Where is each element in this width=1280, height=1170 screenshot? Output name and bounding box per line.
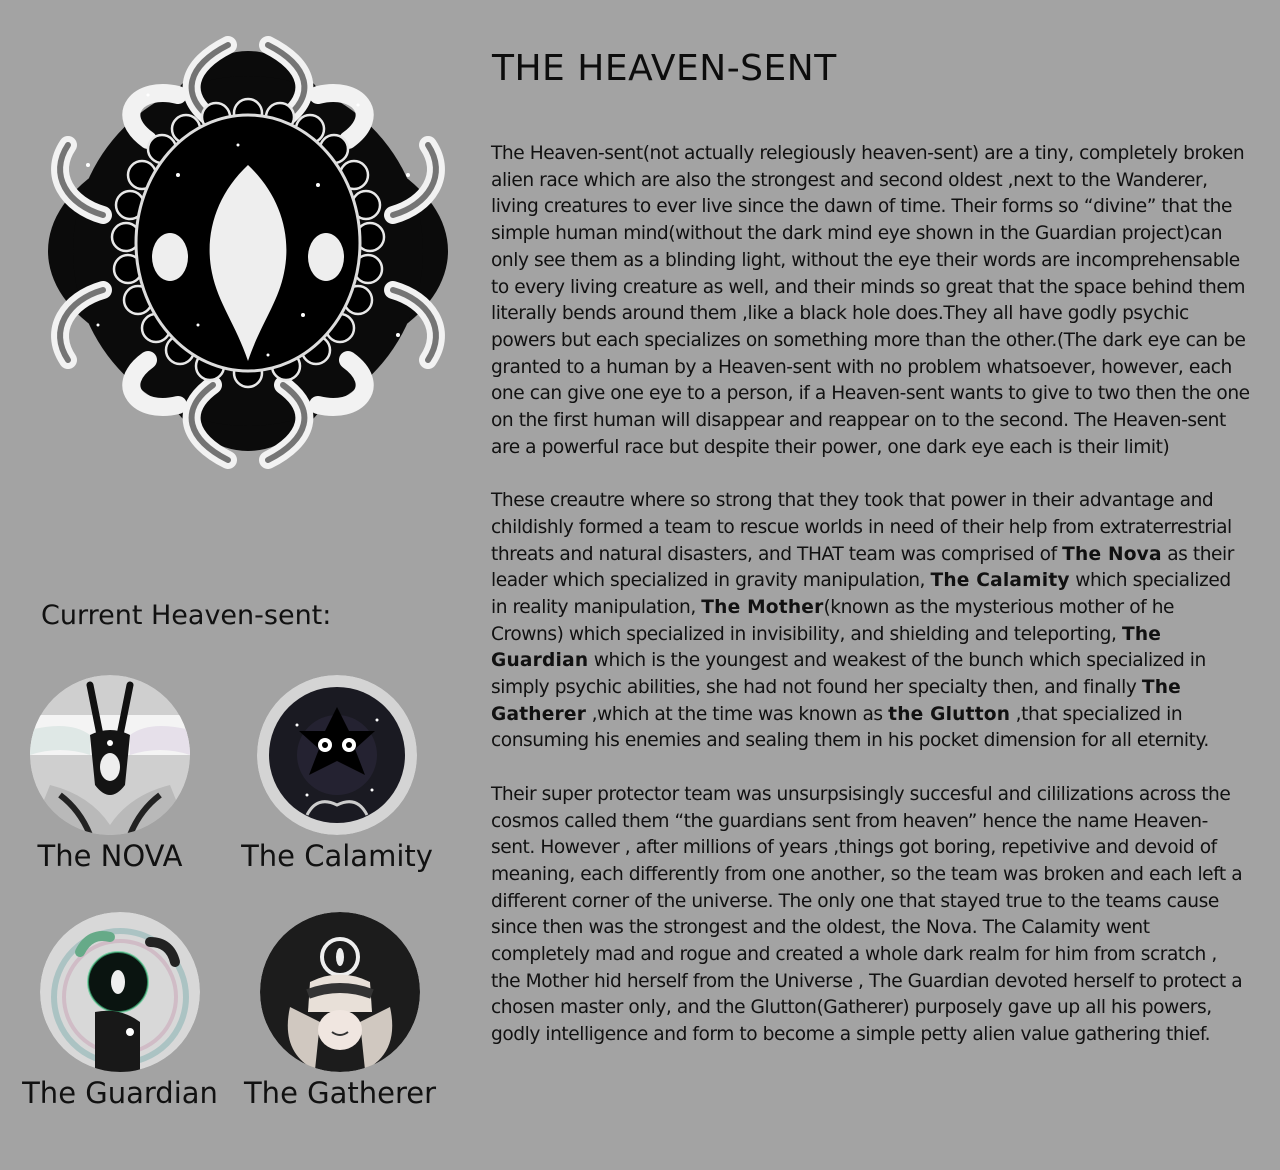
page-title: THE HEAVEN-SENT — [492, 48, 837, 89]
description — [491, 141, 1251, 1076]
name-the-calamity: The Calamity — [930, 570, 1070, 592]
name-the-glutton: the Glutton — [888, 703, 1011, 725]
member-nova — [0, 675, 225, 873]
member-name: The Gatherer — [243, 1076, 437, 1110]
nova-portrait — [30, 675, 190, 835]
member-name: The Guardian — [22, 1076, 218, 1110]
guardian-portrait — [40, 912, 200, 1072]
heaven-sent-emblem — [28, 25, 468, 475]
name-the-gatherer: The Gatherer — [491, 677, 1181, 725]
member-gatherer — [225, 912, 455, 1110]
calamity-portrait — [257, 675, 417, 835]
name-the-guardian: The Guardian — [491, 623, 1162, 672]
roster-title: Current Heaven-sent: — [41, 600, 332, 631]
paragraph-team: These creautre where so strong that they took that power in their advantage and childishly formed a team to rescue worlds in need of their help from extraterrestrial threats and natural disasters, and THAT team was comprised of The Nova as their leader which specialized in gravity manipulation, The Calamity which specialized in reality manipulation, The Mother(known as the mysterious mother of he Crowns) which specialized in invisibility, and shielding and teleporting, The Guardian which is the youngest and weakest of the bunch which specialized in simply psychic abilities, she had not found her specialty then, and finally The Gatherer ,which at the time was known as the Glutton ,that specialized in consuming his enemies and sealing them in his pocket dimension for all eternity. — [491, 490, 1234, 752]
left-cheek-eye — [152, 233, 188, 281]
name-the-nova: The Nova — [1062, 543, 1162, 565]
member-guardian — [5, 912, 235, 1110]
member-name: The NOVA — [37, 839, 183, 873]
name-the-mother: The Mother — [701, 596, 824, 618]
right-cheek-eye — [308, 233, 344, 281]
paragraph-origin: The Heaven-sent(not actually relegiously heaven-sent) are a tiny, completely broken alien race which are also the strongest and second oldest ,next to the Wanderer, living creatures to ever live since the dawn of time. Their forms so “divine” that the simple human mind(without the dark mind eye shown in the Guardian project)can only see them as a blinding light, without the eye their words are incomprehensable to every living creature as well, and their minds so great that the space behind them literally bends around them ,like a black hole does.They all have godly psychic powers but each specializes on something more than the other.(The dark eye can be granted to a human by a Heaven-sent with no problem whatsoever, however, each one can give one eye to a person, if a Heaven-sent wants to give to two then the one on the first human will disappear and reappear on to the second. The Heaven-sent are a powerful race but despite their power, one dark eye each is their limit) — [491, 143, 1250, 458]
paragraph-history: Their super protector team was unsurpsisingly succesful and cililizations across the cosmos called them “the guardians sent from heaven” hence the name Heaven-sent. However , after millions of years ,things got boring, repetivive and devoid of meaning, each differently from one another, so the team was broken and each left a different corner of the universe. The only one that stayed true to the teams cause since then was the strongest and the oldest, the Nova. The Calamity went completely mad and rogue and created a whole dark realm for him from scratch , the Mother hid herself from the Universe , The Guardian devoted herself to protect a chosen master only, and the Glutton(Gatherer) purposely gave up all his powers, godly intelligence and form to become a simple petty alien value gathering thief. — [491, 783, 1243, 1046]
member-calamity — [222, 675, 452, 873]
gatherer-portrait — [260, 912, 420, 1072]
member-name: The Calamity — [241, 839, 433, 873]
